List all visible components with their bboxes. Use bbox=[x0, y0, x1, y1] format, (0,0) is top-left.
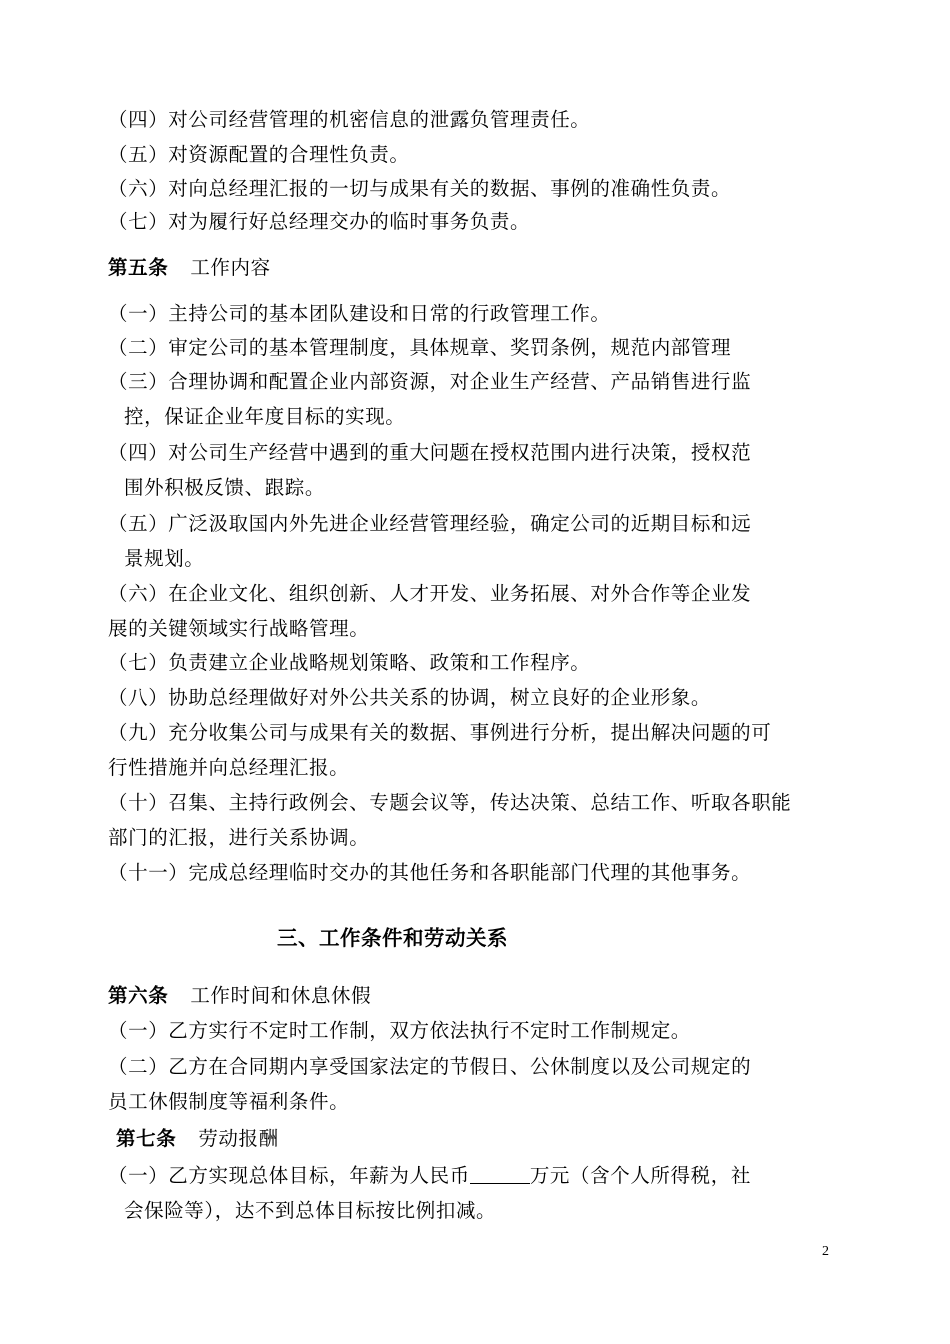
clause-line: （二）乙方在合同期内享受国家法定的节假日、公休制度以及公司规定的 bbox=[108, 1055, 752, 1078]
clause-line-continued: 行性措施并向总经理汇报。 bbox=[108, 756, 350, 779]
clause-line-continued: 控，保证企业年度目标的实现。 bbox=[124, 405, 406, 428]
article-label: 第五条 bbox=[108, 256, 169, 279]
salary-text-before: （一）乙方实现总体目标，年薪为人民币 bbox=[108, 1164, 470, 1187]
clause-line: （二）审定公司的基本管理制度，具体规章、奖罚条例，规范内部管理 bbox=[108, 336, 732, 359]
salary-clause-line bbox=[108, 1163, 751, 1189]
salary-text-after: 万元（含个人所得税，社 bbox=[529, 1164, 751, 1187]
clause-line: （七）对为履行好总经理交办的临时事务负责。 bbox=[108, 210, 531, 233]
article-label: 第六条 bbox=[108, 984, 169, 1007]
clause-line: （六）对向总经理汇报的一切与成果有关的数据、事例的准确性负责。 bbox=[108, 177, 732, 200]
clause-line-continued: 展的关键领域实行战略管理。 bbox=[108, 617, 370, 640]
page-number: 2 bbox=[822, 1244, 829, 1259]
section-title: 三、工作条件和劳动关系 bbox=[277, 926, 508, 950]
clause-line: （四）对公司经营管理的机密信息的泄露负管理责任。 bbox=[108, 108, 591, 131]
clause-line-continued: 围外积极反馈、跟踪。 bbox=[124, 476, 326, 499]
clause-line-continued: 景规划。 bbox=[124, 547, 205, 570]
salary-clause-line-continued: 会保险等），达不到总体目标按比例扣减。 bbox=[124, 1199, 497, 1222]
clause-line: （一）乙方实行不定时工作制，双方依法执行不定时工作制规定。 bbox=[108, 1019, 691, 1042]
clause-line: （十）召集、主持行政例会、专题会议等，传达决策、总结工作、听取各职能 bbox=[108, 791, 792, 814]
article-5-heading bbox=[108, 255, 271, 281]
article-title: 工作时间和休息休假 bbox=[190, 984, 372, 1007]
salary-amount-blank bbox=[470, 1165, 530, 1184]
clause-line-continued: 员工休假制度等福利条件。 bbox=[108, 1090, 350, 1113]
clause-line: （四）对公司生产经营中遇到的重大问题在授权范围内进行决策，授权范 bbox=[108, 441, 752, 464]
article-7-heading bbox=[116, 1126, 279, 1152]
article-title: 劳动报酬 bbox=[198, 1127, 279, 1150]
clause-line: （六）在企业文化、组织创新、人才开发、业务拓展、对外合作等企业发 bbox=[108, 582, 752, 605]
clause-line: （九）充分收集公司与成果有关的数据、事例进行分析，提出解决问题的可 bbox=[108, 721, 772, 744]
clause-line: （十一）完成总经理临时交办的其他任务和各职能部门代理的其他事务。 bbox=[108, 861, 752, 884]
clause-line: （三）合理协调和配置企业内部资源，对企业生产经营、产品销售进行监 bbox=[108, 370, 752, 393]
clause-line: （五）广泛汲取国内外先进企业经营管理经验，确定公司的近期目标和远 bbox=[108, 512, 752, 535]
article-title: 工作内容 bbox=[190, 256, 271, 279]
clause-line: （七）负责建立企业战略规划策略、政策和工作程序。 bbox=[108, 651, 591, 674]
clause-line-continued: 部门的汇报，进行关系协调。 bbox=[108, 826, 370, 849]
article-label: 第七条 bbox=[116, 1127, 177, 1150]
clause-line: （八）协助总经理做好对外公共关系的协调，树立良好的企业形象。 bbox=[108, 686, 712, 709]
article-6-heading bbox=[108, 983, 371, 1009]
clause-line: （一）主持公司的基本团队建设和日常的行政管理工作。 bbox=[108, 302, 611, 325]
clause-line: （五）对资源配置的合理性负责。 bbox=[108, 143, 410, 166]
